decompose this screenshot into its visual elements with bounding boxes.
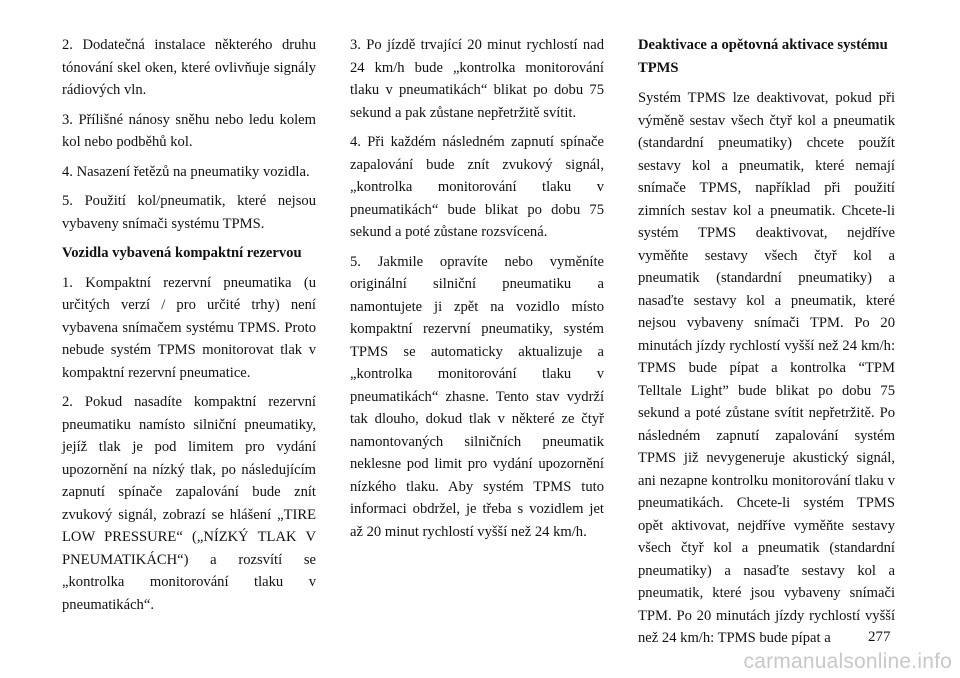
body-paragraph: 2. Pokud nasadíte kompaktní rezervní pneumatiku namísto silniční pneumatiky, jejíž tlak je pod limitem pro vydání upozornění na nízký tlak, po následujícím zapnutí spínače zapalování bude znít zvukový signál, zobrazí se hlášení „TIRE LOW PRESSURE“ („NÍZKÝ TLAK V PNEUMATIKÁCH“) a rozsvítí se „kontrolka monitorování tlaku v pneumatikách“.	[62, 394, 316, 613]
text-column-right	[638, 34, 895, 650]
text-column-left	[62, 34, 316, 623]
body-paragraph: 4. Nasazení řetězů na pneumatiky vozidla.	[62, 163, 310, 180]
body-paragraph: 5. Jakmile opravíte nebo vyměníte originální silniční pneumatiku a namontujete ji zpět na vozidlo místo kompaktní rezervní pneumatiky, systém TPMS se automaticky aktualizuje a „kontrolka monitorování tlaku v pneumatikách“ zhasne. Tento stav vydrží tak dlouho, dokud tlak v některé ze čtyř namontovaných silničních pneumatik neklesne pod limit pro vydání upozornění nízkého tlaku. Aby systém TPMS tuto informaci obdržel, je třeba s vozidlem jet až 20 minut rychlostí vyšší než 24 km/h.	[350, 253, 604, 540]
body-paragraph: 2. Dodatečná instalace některého druhu tónování skel oken, které ovlivňuje signály rádiových vln.	[62, 37, 316, 98]
page-number: 277	[868, 629, 891, 645]
section-heading: Deaktivace a opětovná aktivace systému TPMS	[638, 37, 888, 76]
watermark-text: carmanualsonline.info	[743, 650, 952, 673]
body-paragraph: 1. Kompaktní rezervní pneumatika (u určitých verzí / pro určité trhy) není vybavena snímačem systému TPMS. Proto nebude systém TPMS monitorovat tlak v kompaktní rezervní pneumatice.	[62, 274, 316, 381]
body-paragraph: Systém TPMS lze deaktivovat, pokud při výměně sestav všech čtyř kol a pneumatik (standardní pneumatiky) chcete použít sestavy kol a pneumatik, které nemají snímače TPMS, například při použití zimních sestav kol a pneumatik. Chcete-li systém TPMS deaktivovat, nejdříve vyměňte sestavy všech čtyř kol a pneumatik (standardní pneumatiky) a nasaďte sestavy kol a pneumatik, které nejsou vybaveny snímači TPM. Po 20 minutách jízdy rychlostí vyšší než 24 km/h: TPMS bude pípat a kontrolka “TPM Telltale Light” bude blikat po dobu 75 sekund a poté zůstane svítit nepřetržitě. Po následném zapnutí zapalování systém TPMS již nevygeneruje akustický signál, ani nezapne kontrolku monitorování tlaku v pneumatikách. Chcete-li systém TPMS opět aktivovat, nejdříve vyměňte sestavy všech čtyř kol a pneumatik (standardní pneumatiky) a nasaďte sestavy kol a pneumatik, které jsou vybaveny snímači TPM. Po 20 minutách jízdy rychlostí vyšší než 24 km/h: TPMS bude pípat a	[638, 90, 895, 646]
body-paragraph: 3. Přílišné nánosy sněhu nebo ledu kolem kol nebo podběhů kol.	[62, 111, 316, 150]
body-paragraph: 5. Použití kol/pneumatik, které nejsou vybaveny snímači systému TPMS.	[62, 193, 316, 232]
text-column-middle	[350, 34, 604, 550]
body-paragraph: 4. Při každém následném zapnutí spínače zapalování bude znít zvukový signál, „kontrolka monitorování tlaku v pneumatikách“ bude blikat po dobu 75 sekund a poté zůstane rozsvícená.	[350, 134, 604, 240]
section-heading: Vozidla vybavená kompaktní rezervou	[62, 245, 302, 261]
body-paragraph: 3. Po jízdě trvající 20 minut rychlostí nad 24 km/h bude „kontrolka monitorování tlaku v pneumatikách“ blikat po dobu 75 sekund a pak zůstane nepřetržitě svítit.	[350, 37, 604, 121]
